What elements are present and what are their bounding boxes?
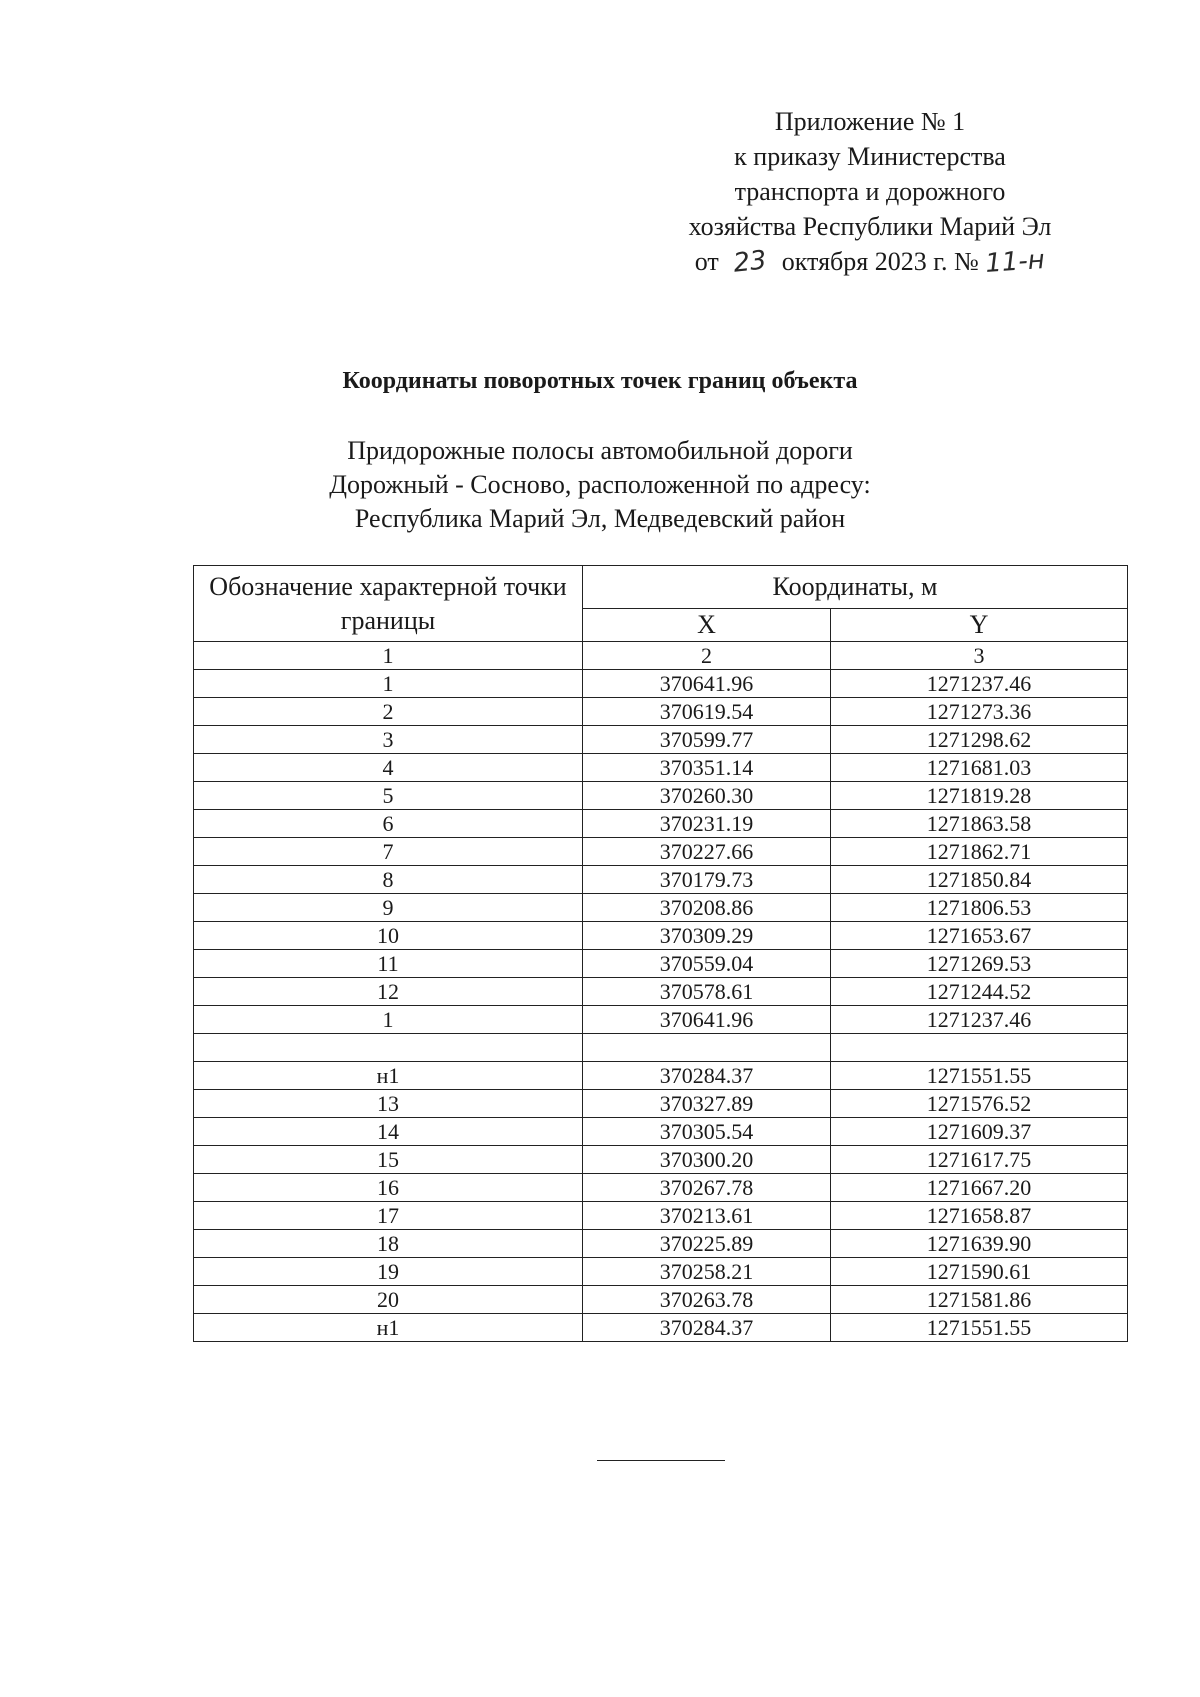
table-row <box>194 1314 1128 1342</box>
end-divider <box>597 1460 725 1461</box>
handwritten-order-number: 11-н <box>984 244 1046 280</box>
table-row <box>194 782 1128 810</box>
table-row <box>194 922 1128 950</box>
annex-header <box>650 104 1090 280</box>
table-row <box>194 1118 1128 1146</box>
date-prefix: от <box>694 247 719 276</box>
cell-x: 370300.20 <box>583 1146 831 1174</box>
table-row <box>194 1174 1128 1202</box>
annex-line: транспорта и дорожного <box>734 177 1006 206</box>
subtitle-line: Республика Марий Эл, Медведевский район <box>354 504 846 533</box>
cell-y: 1271863.58 <box>831 810 1128 838</box>
cell-x: 370641.96 <box>583 670 831 698</box>
cell-point: 11 <box>194 950 583 978</box>
cell-point: н1 <box>194 1062 583 1090</box>
object-description <box>0 434 1200 536</box>
cell-x: 370578.61 <box>583 978 831 1006</box>
cell-x: 370260.30 <box>583 782 831 810</box>
cell-point: 1 <box>194 1006 583 1034</box>
table-row <box>194 1202 1128 1230</box>
cell-point: 2 <box>194 698 583 726</box>
cell-y: 1271658.87 <box>831 1202 1128 1230</box>
cell-x: 370225.89 <box>583 1230 831 1258</box>
cell-x: 370559.04 <box>583 950 831 978</box>
cell-point: 3 <box>194 726 583 754</box>
cell-y: 1271273.36 <box>831 698 1128 726</box>
cell-x: 370309.29 <box>583 922 831 950</box>
cell-point: 8 <box>194 866 583 894</box>
table-row <box>194 754 1128 782</box>
cell-point: 16 <box>194 1174 583 1202</box>
cell-point: 14 <box>194 1118 583 1146</box>
table-row <box>194 894 1128 922</box>
cell-x: 370258.21 <box>583 1258 831 1286</box>
column-number: 1 <box>194 642 583 670</box>
document-title: Координаты поворотных точек границ объекта <box>342 368 858 394</box>
cell-y: 1271667.20 <box>831 1174 1128 1202</box>
header-point-designation: Обозначение характерной точки границы <box>194 566 583 642</box>
cell-x: 370263.78 <box>583 1286 831 1314</box>
table-row <box>194 950 1128 978</box>
cell-x <box>583 1034 831 1062</box>
cell-y: 1271806.53 <box>831 894 1128 922</box>
table-row <box>194 1230 1128 1258</box>
subtitle-line: Дорожный - Сосново, расположенной по адресу: <box>329 470 871 499</box>
cell-x: 370267.78 <box>583 1174 831 1202</box>
cell-point <box>194 1034 583 1062</box>
cell-y: 1271653.67 <box>831 922 1128 950</box>
cell-x: 370351.14 <box>583 754 831 782</box>
cell-y: 1271639.90 <box>831 1230 1128 1258</box>
cell-y: 1271269.53 <box>831 950 1128 978</box>
cell-y: 1271590.61 <box>831 1258 1128 1286</box>
table-row <box>194 726 1128 754</box>
column-number: 2 <box>583 642 831 670</box>
table-row <box>194 1090 1128 1118</box>
cell-point: 15 <box>194 1146 583 1174</box>
cell-x: 370599.77 <box>583 726 831 754</box>
cell-x: 370284.37 <box>583 1314 831 1342</box>
handwritten-day: 23 <box>732 245 769 279</box>
cell-x: 370619.54 <box>583 698 831 726</box>
table-row <box>194 810 1128 838</box>
table-row <box>194 1062 1128 1090</box>
table-row <box>194 698 1128 726</box>
cell-point: 6 <box>194 810 583 838</box>
column-number: 3 <box>831 642 1128 670</box>
cell-x: 370641.96 <box>583 1006 831 1034</box>
cell-point: 10 <box>194 922 583 950</box>
date-rest: октября 2023 г. № <box>781 247 979 276</box>
cell-x: 370284.37 <box>583 1062 831 1090</box>
table-row <box>194 1286 1128 1314</box>
table-row <box>194 1146 1128 1174</box>
cell-y: 1271237.46 <box>831 670 1128 698</box>
cell-x: 370208.86 <box>583 894 831 922</box>
cell-x: 370179.73 <box>583 866 831 894</box>
cell-x: 370231.19 <box>583 810 831 838</box>
cell-point: 5 <box>194 782 583 810</box>
coordinates-table <box>193 565 1128 1342</box>
header-y: Y <box>831 609 1128 642</box>
annex-date-line <box>650 244 1090 280</box>
cell-x: 370227.66 <box>583 838 831 866</box>
cell-point: 12 <box>194 978 583 1006</box>
cell-point: 18 <box>194 1230 583 1258</box>
cell-point: 4 <box>194 754 583 782</box>
annex-line: хозяйства Республики Марий Эл <box>688 212 1052 241</box>
cell-x: 370327.89 <box>583 1090 831 1118</box>
table-row <box>194 670 1128 698</box>
header-x: X <box>583 609 831 642</box>
cell-point: 9 <box>194 894 583 922</box>
table-row <box>194 978 1128 1006</box>
cell-y <box>831 1034 1128 1062</box>
cell-y: 1271617.75 <box>831 1146 1128 1174</box>
cell-y: 1271551.55 <box>831 1314 1128 1342</box>
table-row <box>194 1258 1128 1286</box>
cell-point: 7 <box>194 838 583 866</box>
table-row-separator <box>194 1034 1128 1062</box>
cell-y: 1271581.86 <box>831 1286 1128 1314</box>
cell-x: 370213.61 <box>583 1202 831 1230</box>
table-row <box>194 838 1128 866</box>
cell-y: 1271850.84 <box>831 866 1128 894</box>
cell-point: н1 <box>194 1314 583 1342</box>
cell-point: 13 <box>194 1090 583 1118</box>
subtitle-line: Придорожные полосы автомобильной дороги <box>347 436 853 465</box>
header-coordinates: Координаты, м <box>583 566 1128 609</box>
cell-point: 20 <box>194 1286 583 1314</box>
cell-point: 19 <box>194 1258 583 1286</box>
table-row <box>194 866 1128 894</box>
cell-y: 1271244.52 <box>831 978 1128 1006</box>
table-row <box>194 1006 1128 1034</box>
cell-y: 1271819.28 <box>831 782 1128 810</box>
cell-y: 1271551.55 <box>831 1062 1128 1090</box>
cell-x: 370305.54 <box>583 1118 831 1146</box>
cell-y: 1271609.37 <box>831 1118 1128 1146</box>
cell-point: 17 <box>194 1202 583 1230</box>
cell-y: 1271681.03 <box>831 754 1128 782</box>
cell-y: 1271298.62 <box>831 726 1128 754</box>
cell-y: 1271237.46 <box>831 1006 1128 1034</box>
annex-line: к приказу Министерства <box>734 142 1006 171</box>
cell-y: 1271576.52 <box>831 1090 1128 1118</box>
cell-y: 1271862.71 <box>831 838 1128 866</box>
annex-title: Приложение № 1 <box>774 107 966 136</box>
cell-point: 1 <box>194 670 583 698</box>
